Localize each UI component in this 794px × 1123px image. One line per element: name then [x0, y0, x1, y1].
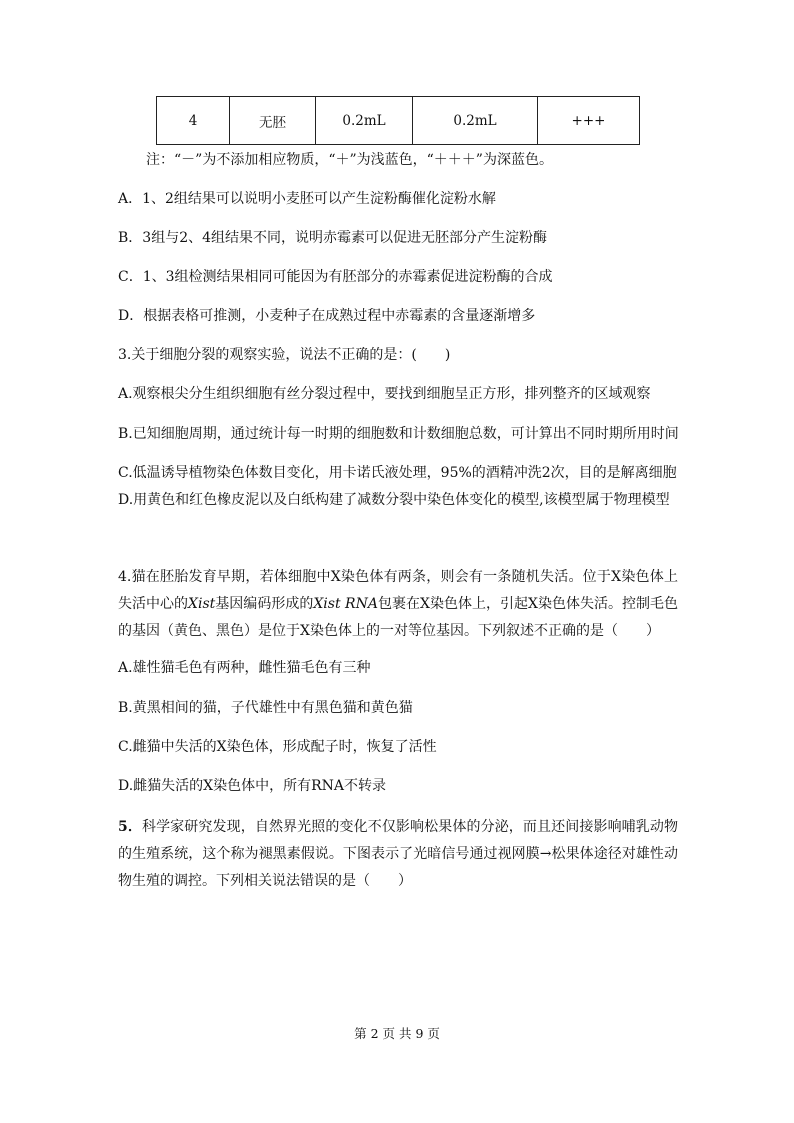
q3-option-c: C.低温诱导植物染色体数目变化，用卡诺氏液处理，95%的酒精冲洗2次，目的是解离细胞 — [118, 465, 677, 481]
q4-option-a: A.雄性猫毛色有两种，雌性猫毛色有三种 — [118, 660, 371, 676]
q4-stem — [118, 564, 678, 645]
table-cell-treatment: 无胚 — [230, 97, 316, 145]
q2-option-d: D．根据表格可推测，小麦种子在成熟过程中赤霉素的含量逐渐增多 — [118, 308, 536, 324]
q5-stem-text: 科学家研究发现，自然界光照的变化不仅影响松果体的分泌，而且还间接影响哺乳动物的生殖系统，这个称为褪黑素假说。下图表示了光暗信号通过视网膜→松果体途径对雄性动物生殖的调控。下列相关说法错误的是（ ） — [118, 819, 678, 889]
q4-option-b: B.黄黑相间的猫，子代雄性中有黑色猫和黄色猫 — [118, 700, 413, 716]
q2-option-b: B．3组与2、4组结果不同，说明赤霉素可以促进无胚部分产生淀粉酶 — [118, 230, 548, 246]
q3-option-d: D.用黄色和红色橡皮泥以及白纸构建了减数分裂中染色体变化的模型,该模型属于物理模型 — [118, 492, 670, 508]
table-cell-result: +++ — [538, 97, 640, 145]
page-footer: 第 2 页 共 9 页 — [354, 1026, 440, 1041]
q2-option-a: A．1、2组结果可以说明小麦胚可以产生淀粉酶催化淀粉水解 — [118, 191, 496, 207]
q5-number: 5． — [118, 819, 142, 835]
q4-xist-gene: Xist — [188, 596, 216, 612]
q4-stem-part2: 基因编码形成的 — [215, 596, 314, 612]
q3-option-a: A.观察根尖分生组织细胞有丝分裂过程中，要找到细胞呈正方形，排列整齐的区域观察 — [118, 386, 651, 402]
experiment-table — [156, 96, 640, 145]
q4-stem-part3: 包裹在X染色体上，引起X染色体失活。控制毛色的基因（黄色、黑色）是位于X染色体上的一对等位基因。下列叙述不正确的是（ ） — [118, 596, 679, 639]
q2-option-c: C．1、3组检测结果相同可能因为有胚部分的赤霉素促进淀粉酶的合成 — [118, 269, 553, 285]
table-row — [157, 97, 640, 145]
q5-stem — [118, 814, 678, 895]
q4-option-c: C.雌猫中失活的X染色体，形成配子时，恢复了活性 — [118, 739, 437, 755]
q3-option-b: B.已知细胞周期，通过统计每一时期的细胞数和计数细胞总数，可计算出不同时期所用时间 — [118, 426, 679, 442]
q3-stem: 3.关于细胞分裂的观察实验，说法不正确的是：( ) — [118, 347, 451, 363]
q4-option-d: D.雌猫失活的X染色体中，所有RNA不转录 — [118, 778, 387, 794]
q4-stem-part1: 4.猫在胚胎发育早期，若体细胞中X染色体有两条，则会有一条随机失活。位于X染色体上失活中心的 — [118, 569, 678, 612]
table-cell-volume-2: 0.2mL — [413, 97, 538, 145]
table-cell-group: 4 — [157, 97, 230, 145]
q4-xist-rna: Xist RNA — [313, 596, 378, 612]
table-note: 注：“－”为不添加相应物质，“＋”为浅蓝色，“＋＋＋”为深蓝色。 — [146, 152, 553, 168]
table-cell-volume-1: 0.2mL — [316, 97, 413, 145]
